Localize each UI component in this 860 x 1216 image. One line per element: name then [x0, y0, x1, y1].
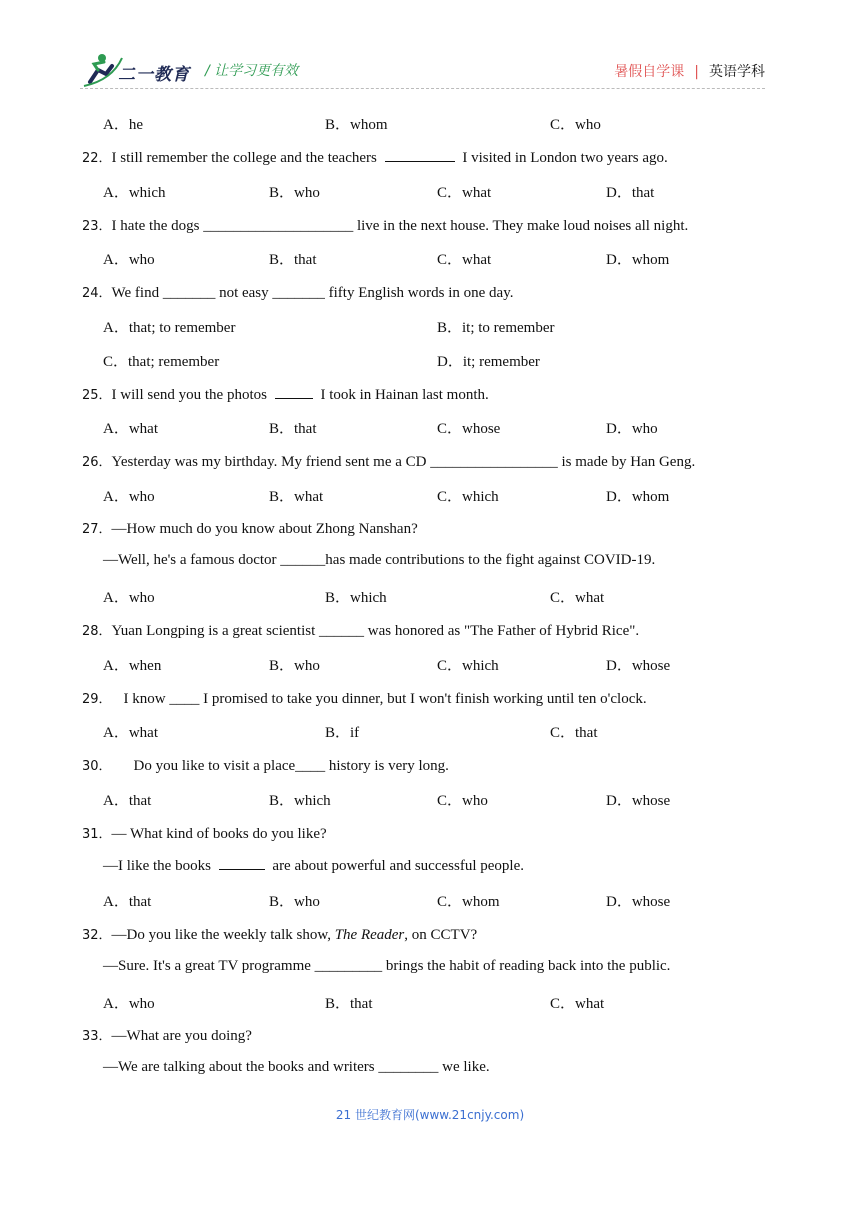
- header-separator: |: [694, 64, 699, 80]
- question-22: [82, 147, 668, 167]
- question-number: 24．: [82, 286, 112, 301]
- question-number: 22．: [82, 151, 112, 166]
- option[interactable]: C．which: [437, 658, 499, 674]
- option[interactable]: D．it; remember: [437, 354, 540, 370]
- question-number: 28．: [82, 624, 112, 639]
- option[interactable]: A．that: [103, 793, 152, 809]
- question-number: 33．: [82, 1029, 112, 1044]
- question-24: [82, 282, 513, 302]
- subject-label: 英语学科: [709, 64, 765, 80]
- question-number: 27．: [82, 522, 112, 537]
- option[interactable]: A．what: [103, 725, 158, 741]
- question-text: I took in Hainan last month.: [316, 387, 489, 403]
- option[interactable]: B．it; to remember: [437, 320, 555, 336]
- option[interactable]: A．which: [103, 185, 166, 201]
- option[interactable]: C．who: [550, 117, 601, 133]
- question-text: —Do you like the weekly talk show,: [111, 927, 335, 943]
- question-number: 30．: [82, 759, 112, 774]
- option[interactable]: B．what: [269, 489, 324, 505]
- option[interactable]: A．what: [103, 421, 158, 437]
- option[interactable]: A．that: [103, 894, 152, 910]
- option[interactable]: B．who: [269, 185, 320, 201]
- question-number: 26．: [82, 455, 112, 470]
- option[interactable]: A．when: [103, 658, 162, 674]
- option[interactable]: D．whom: [606, 252, 670, 268]
- question-28: [82, 620, 639, 640]
- option[interactable]: B．if: [325, 725, 360, 741]
- option[interactable]: B．that: [269, 421, 317, 437]
- option[interactable]: B．who: [269, 894, 320, 910]
- answer-blank[interactable]: [219, 857, 265, 870]
- option[interactable]: C．what: [437, 185, 492, 201]
- question-text: —What are you doing?: [111, 1028, 252, 1044]
- question-29: [82, 688, 647, 708]
- option[interactable]: B．who: [269, 658, 320, 674]
- question-number: 31．: [82, 827, 112, 842]
- header-course-info: [614, 61, 765, 81]
- question-number: 29．: [82, 692, 112, 707]
- question-text: I still remember the college and the teachers: [111, 150, 381, 166]
- header-divider: [80, 88, 765, 89]
- question-33-reply: —We are talking about the books and writers ________ we like.: [103, 1059, 490, 1075]
- option[interactable]: C．what: [437, 252, 492, 268]
- question-text: Yesterday was my birthday. My friend sent me a CD _________________ is made by Han Geng.: [111, 454, 696, 470]
- question-text: We find _______ not easy _______ fifty English words in one day.: [111, 285, 514, 301]
- option[interactable]: B．which: [325, 590, 387, 606]
- option[interactable]: A．that; to remember: [103, 320, 236, 336]
- question-text: are about powerful and successful people.: [268, 858, 524, 874]
- question-text: , on CCTV?: [404, 927, 478, 943]
- option[interactable]: A．who: [103, 996, 155, 1012]
- question-31-reply: [103, 857, 524, 875]
- option[interactable]: D．whom: [606, 489, 670, 505]
- answer-blank[interactable]: [385, 149, 455, 162]
- page-header: [0, 0, 860, 96]
- question-number: 23．: [82, 219, 112, 234]
- question-27-reply: —Well, he's a famous doctor ______has made contributions to the fight against COVID-19.: [103, 552, 656, 568]
- option[interactable]: A．who: [103, 590, 155, 606]
- question-text: I visited in London two years ago.: [458, 150, 668, 166]
- option[interactable]: A．who: [103, 489, 155, 505]
- option[interactable]: D．whose: [606, 658, 671, 674]
- option[interactable]: D．that: [606, 185, 655, 201]
- slogan: / 让学习更有效: [205, 63, 299, 79]
- show-title: The Reader: [334, 927, 405, 943]
- option[interactable]: D．whose: [606, 894, 671, 910]
- question-text: —How much do you know about Zhong Nanshan?: [111, 521, 418, 537]
- question-30: [82, 755, 449, 775]
- question-27: [82, 518, 418, 538]
- answer-blank[interactable]: [275, 386, 313, 399]
- option[interactable]: B．whom: [325, 117, 388, 133]
- course-label: 暑假自学课: [614, 64, 685, 80]
- question-25: [82, 384, 489, 404]
- option[interactable]: C．that: [550, 725, 598, 741]
- question-31: [82, 823, 327, 843]
- option[interactable]: B．that: [269, 252, 317, 268]
- option[interactable]: C．whose: [437, 421, 501, 437]
- option[interactable]: C．that; remember: [103, 354, 220, 370]
- question-number: 25．: [82, 388, 112, 403]
- question-text: Yuan Longping is a great scientist ______ was honored as "The Father of Hybrid Rice".: [111, 623, 640, 639]
- option[interactable]: C．who: [437, 793, 488, 809]
- option[interactable]: A．who: [103, 252, 155, 268]
- option[interactable]: D．who: [606, 421, 658, 437]
- question-32: [82, 924, 477, 944]
- option[interactable]: C．whom: [437, 894, 500, 910]
- option[interactable]: C．what: [550, 590, 605, 606]
- option[interactable]: A．he: [103, 117, 143, 133]
- question-text: I hate the dogs ____________________ live in the next house. They make loud noises all night.: [111, 218, 689, 234]
- question-23: [82, 215, 688, 235]
- logo-text: 二一教育: [118, 65, 190, 85]
- question-text: Do you like to visit a place____ history is very long.: [133, 758, 449, 774]
- question-text: — What kind of books do you like?: [111, 826, 327, 842]
- option[interactable]: C．what: [550, 996, 605, 1012]
- question-32-reply: —Sure. It's a great TV programme _________ brings the habit of reading back into the public.: [103, 958, 671, 974]
- option[interactable]: B．that: [325, 996, 373, 1012]
- option[interactable]: C．which: [437, 489, 499, 505]
- page-footer[interactable]: 21 世纪教育网(www.21cnjy.com): [335, 1108, 525, 1122]
- option[interactable]: B．which: [269, 793, 331, 809]
- question-26: [82, 451, 695, 471]
- question-33: [82, 1025, 252, 1045]
- question-text: I know ____ I promised to take you dinner, but I won't finish working until ten o'clock.: [123, 691, 647, 707]
- question-text: —I like the books: [103, 858, 215, 874]
- question-text: I will send you the photos: [111, 387, 271, 403]
- question-number: 32．: [82, 928, 112, 943]
- option[interactable]: D．whose: [606, 793, 671, 809]
